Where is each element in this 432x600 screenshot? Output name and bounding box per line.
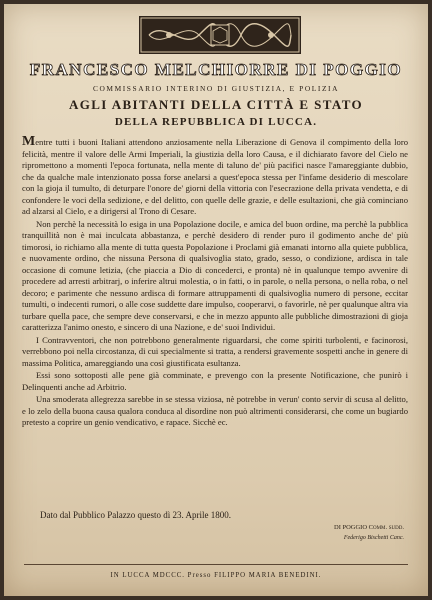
issuer-name: FRANCESCO MELCHIORRE DI POGGIO [29, 60, 403, 79]
paragraph-1 [22, 136, 408, 218]
signature-block [334, 524, 404, 541]
proclamation-sheet [4, 4, 428, 596]
proclamation-body [22, 136, 408, 430]
paragraph-2: Non perchè la necessità lo esiga in una Popolazione docile, e amica del buon ordine, ma perchè la pubblica tranquillità non è mai inculcata abbastanza, e perchè desidero di render puro il godimento anche de' più timorosi, io richiamo alla mente di tutta questa Popolazione i Proclami già emanati intorno alla quiete pubblica, e nuovamente ordino, che nissuna Persona di qualsivoglia stato, grado, sesso, o condizione, ardisca in tale occasione di comune letizia, (che piaccia a Dio di concederci, e pronta) nè in qualunque tempo avvenire di procedere ad arresti arbitrarj, o inferire altrui molestia, o in fatti, o in parole, o nella persona, o nella roba, o nel decoro; e parimente che nessuno ardisca di formare attruppamenti di qualsivoglia numero di persone, eccitar tumulti, o indecenti rumori, o alle cose suddette dare impulso, cooperarvi, o favorirle, nè per qualunque altra via turbare quella pace, che sempre deve conservarsi, e che in mezzo appunto alle pubbliche dimostrazioni di gioja caratterizza l'animo onesto, e sincero di una Nazione, e de' suoi Individui. [22, 218, 408, 332]
paragraph-5: Una smoderata allegrezza sarebbe in se stessa viziosa, nè potrebbe in verun' conto servir di scusa al delitto, e lo zelo della buona causa qualora conduca al disordine non può altrimenti considerarsi, che come un bugiardo pretesto a coprire un genio vendicativo, e rapace. Sicchè ec. [22, 394, 408, 427]
date-line: Dato dal Pubblico Palazzo questo dì 23. Aprile 1800. [40, 510, 231, 520]
secretary: Federigo Bischetti Canc. [343, 535, 404, 541]
woodcut-ornament [139, 16, 301, 54]
ornament-flourish-icon [139, 16, 301, 54]
divider [24, 564, 408, 565]
paragraph-4: Essi sono sottoposti alle pene già comminate, e prevengo con la presente Notificazione, che punirò i Delinquenti anche ad Arbitrio. [22, 370, 408, 392]
state-line: DELLA REPUBBLICA DI LUCCA. [114, 116, 318, 128]
paragraph-3: I Contravventori, che non potrebbono generalmente riguardarsi, che come spiriti turbolenti, e facinorosi, verrebbono poi nella circostanza, di cui specialmente si tratta, a rendersi gravemente sospetti anche in genere di massima Politica, amareggiando una così giustificata esultanza. [22, 334, 408, 368]
printer-imprint: IN LUCCA MDCCC. Presso FILIPPO MARIA BENEDINI. [110, 572, 322, 579]
paragraph-1-text: entre tutti i buoni Italiani attendono anziosamente nella Liberazione di Genova il compimento della loro felicità, mentre il valore delle Armi Imperiali, la giustizia della loro Causa, e il dichiarato favore del Cielo ne ripromettono a momenti l'epoca fortunata, nella mente di taluno de' più pacifici nasce l'amareggiante dubbio, che da qualche male intenzionato possa forse anelarsi a quest'epoca stessa per l'infame desiderio di mescolare con la gioja il tumulto, di deturpare l'onore de' giorni della vittoria con l'esecrazione della privata vendetta, e di confondere le voci della sedizione, e del delitto, con quelle delle grazie, e delle esultazioni, che già cominciano ad alzarsi al Cielo, e a dirigersi al Trono di Cesare. [22, 137, 408, 216]
issuer-office: COMMISSARIO INTERINO DI GIUSTIZIA, E POLIZIA [92, 84, 340, 93]
signatory: DI POGGIO Comm. sudd. [334, 524, 404, 531]
drop-capital: M [22, 134, 36, 149]
address-line: AGLI ABITANTI DELLA CITTÀ E STATO [68, 97, 364, 112]
